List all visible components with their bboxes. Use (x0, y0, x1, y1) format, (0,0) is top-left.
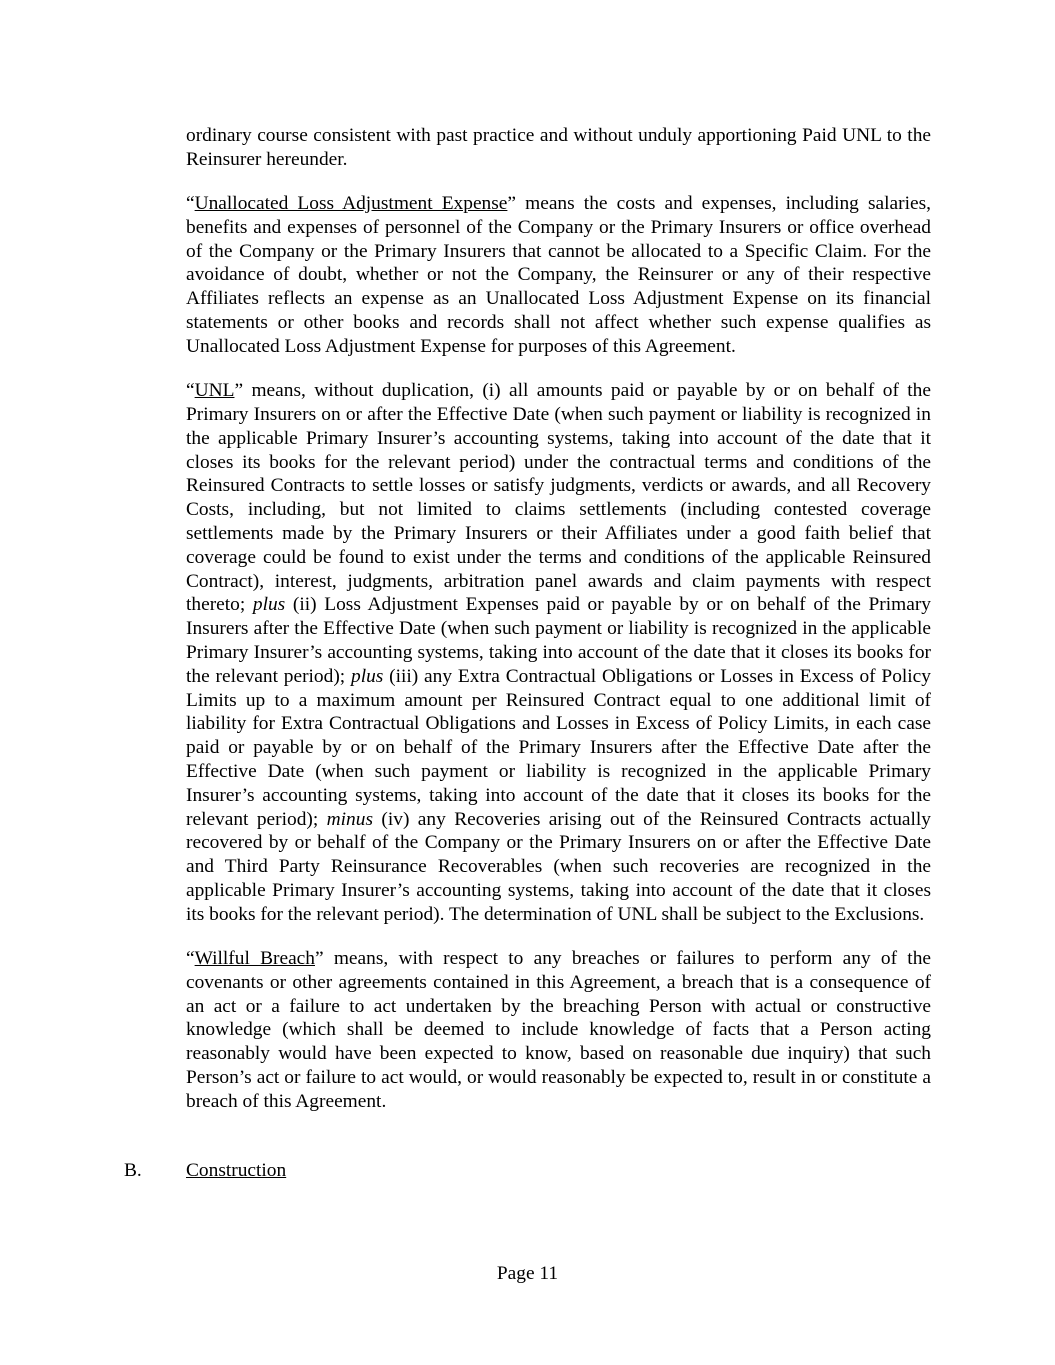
definition-text-part-1: ” means, without duplication, (i) all amounts paid or payable by or on behalf of the Primary Insurers on or after the Effective Date (when such payment or liability is recognized in the applicable Primary Insurer’s accounting systems, taking into account of the date that it closes its books for the relevant period) under the contractual terms and conditions of the Reinsured Contracts to settle losses or satisfy judgments, verdicts or awards, and all Recovery Costs, including, but not limited to claims settlements (including contested coverage settlements made by the Primary Insurers or their Affiliates under a good faith belief that coverage could be found to exist under the terms and conditions of the applicable Reinsured Contract), interest, judgments, arbitration panel awards and claim payments with respect thereto; (186, 380, 931, 616)
defined-term-ulae: Unallocated Loss Adjustment Expense (194, 193, 508, 215)
defined-term-willful-breach: Willful Breach (194, 948, 315, 969)
open-quote: “ (186, 193, 195, 215)
section-title: Construction (186, 1160, 287, 1181)
open-quote: “ (186, 948, 195, 969)
paragraph-unl-definition (186, 379, 931, 926)
defined-term-unl: UNL (194, 380, 235, 402)
emphasis-plus: plus (351, 665, 384, 687)
definition-text: ” means, with respect to any breaches or failures to perform any of the covenants or other agreements contained in this Agreement, a breach that is a consequence of an act or a failure to act undertaken by the breaching Person with actual or constructive knowledge (which shall be deemed to include knowledge of facts that a Person acting reasonably would have been expected to know, based on reasonable due inquiry) that such Person’s act or failure to act would, or would reasonably be expected to, result in or constitute a breach of this Agreement. (186, 948, 931, 1112)
definition-text-part-3: (iii) any Extra Contractual Obligations or Losses in Excess of Policy Limits up to a maximum amount per Reinsured Contract equal to one additional limit of liability for Extra Contractual Obligations and Losses in Excess of Policy Limits, in each case paid or payable by or on behalf of the Primary Insurers after the Effective Date after the Effective Date (when such payment or liability is recognized in the applicable Primary Insurer’s accounting systems, taking into account of the date that it closes its books for the relevant period); (186, 665, 931, 830)
paragraph-continuation (186, 124, 931, 172)
emphasis-minus: minus (326, 808, 373, 830)
paragraph-ulae-definition (186, 192, 931, 359)
emphasis-plus: plus (252, 594, 286, 616)
open-quote: “ (186, 380, 195, 402)
page-footer (0, 1262, 1055, 1286)
section-number: B. (124, 1160, 142, 1181)
body-text (186, 124, 931, 1134)
paragraph-willful-breach-definition (186, 947, 931, 1114)
definition-text: ” means the costs and expenses, including salaries, benefits and expenses of personnel of the Company or the Primary Insurers or office overhead of the Company or the Primary Insurers that cannot be allocated to a Specific Claim. For the avoidance of doubt, whether or not the Company, the Reinsurer or any of their respective Affiliates reflects an expense as an Unallocated Loss Adjustment Expense on its financial statements or other books and records shall not affect whether such expense qualifies as Unallocated Loss Adjustment Expense for purposes of this Agreement. (186, 193, 931, 357)
definition-text-part-4: (iv) any Recoveries arising out of the Reinsured Contracts actually recovered by or behalf of the Company or the Primary Insurers on or after the Effective Date and Third Party Reinsurance Recoverables (when such recoveries are recognized in the applicable Primary Insurer’s accounting systems, taking into account of the date that it closes its books for the relevant period). The determination of UNL shall be subject to the Exclusions. (186, 808, 931, 925)
page-number: Page 11 (496, 1263, 559, 1284)
definition-text-part-2: (ii) Loss Adjustment Expenses paid or payable by or on behalf of the Primary Insurers after the Effective Date (when such payment or liability is recognized in the applicable Primary Insurer’s accounting systems, taking into account of the date that it closes its books for the relevant period); (186, 594, 931, 687)
continuation-text: ordinary course consistent with past practice and without unduly apportioning Paid UNL to the Reinsurer hereunder. (186, 125, 931, 170)
